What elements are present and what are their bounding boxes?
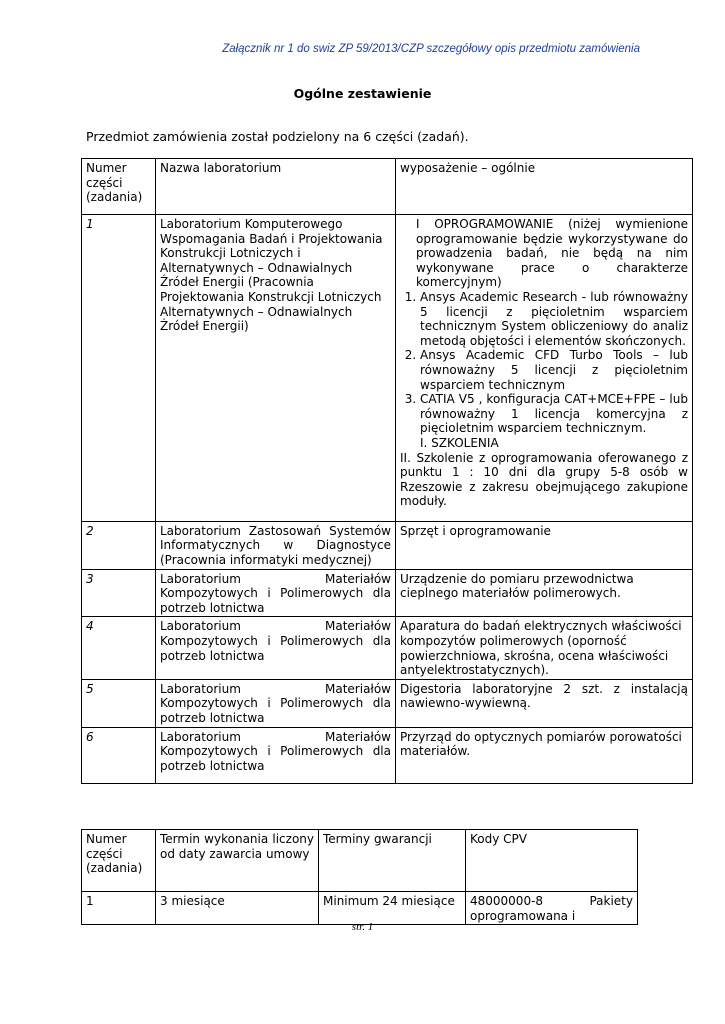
lab-name: Laboratorium Materiałów Kompozytowych i Polimerowych dla potrzeb lotnictwa	[160, 681, 391, 725]
table-row	[82, 569, 693, 617]
table-header-row	[82, 830, 638, 892]
equipment-description: Sprzęt i oprogramowanie	[400, 523, 551, 538]
overview-table	[81, 158, 693, 784]
completion-term: 3 miesiące	[160, 894, 225, 908]
header-part-number: Numer części (zadania)	[86, 161, 143, 205]
row-number: 6	[86, 729, 94, 744]
software-list	[400, 290, 688, 436]
attachment-header-note: Załącznik nr 1 do swiz ZP 59/2013/CZP szczegółowy opis przedmiotu zamówienia	[222, 43, 640, 55]
page-number: str. 1	[351, 921, 374, 933]
equipment-description: Aparatura do badań elektrycznych właściwości kompozytów polimerowych (oporność powierzchniowa, skrośna, ocena właściwości antyelektrostatycznych).	[400, 619, 682, 678]
row-number: 1	[86, 217, 94, 231]
lab-name: Laboratorium Materiałów Kompozytowych i Polimerowych dla potrzeb lotnictwa	[160, 729, 391, 773]
lab-name: Laboratorium Materiałów Kompozytowych i Polimerowych dla potrzeb lotnictwa	[160, 571, 391, 615]
schedule-table	[81, 829, 638, 925]
header-lab-name: Nazwa laboratorium	[160, 161, 282, 175]
equipment-description: Digestoria laboratoryjne 2 szt. z instalacją nawiewno-wywiewną.	[400, 681, 688, 711]
table-row	[82, 215, 693, 522]
row-number: 5	[86, 681, 94, 696]
list-item: 2. Ansys Academic CFD Turbo Tools – lub równoważny 5 licencji z pięcioletnim wsparciem technicznym	[420, 348, 688, 392]
lab-name: Laboratorium Komputerowego Wspomagania Badań i Projektowania Konstrukcji Lotniczych i Alternatywnych – Odnawialnych Źródeł Energii (Pracownia Projektowania Konstrukcji Lotniczych Alternatywnych – Odnawialnych Źródeł Energii)	[160, 217, 383, 334]
cpv-code: 48000000-8 Pakiety oprogramowana i	[470, 894, 633, 923]
equipment-description: Urządzenie do pomiaru przewodnictwa cieplnego materiałów polimerowych.	[400, 571, 634, 601]
row-number: 2	[86, 523, 94, 538]
table-row	[82, 679, 693, 727]
table-row	[82, 892, 638, 925]
table-row	[82, 727, 693, 783]
lab-name: Laboratorium Materiałów Kompozytowych i Polimerowych dla potrzeb lotnictwa	[160, 619, 391, 663]
row-number: 3	[86, 571, 94, 586]
warranty-term: Minimum 24 miesiące	[323, 894, 455, 908]
table-row	[82, 617, 693, 679]
header-cpv-codes: Kody CPV	[470, 832, 527, 846]
training-description: II. Szkolenie z oprogramowania oferowanego z punktu 1 : 10 dni dla grupy 5-8 osób w Rzeszowie z zakresu obejmującego zakupione moduły.	[400, 450, 688, 509]
lab-name: Laboratorium Zastosowań Systemów Informatycznych w Diagnostyce (Pracownia informatyki medycznej)	[160, 523, 391, 568]
row-number: 4	[86, 619, 94, 634]
header-warranty: Terminy gwarancji	[323, 832, 432, 846]
table-row	[82, 521, 693, 569]
header-part-number: Numer części (zadania)	[86, 832, 143, 876]
intro-paragraph: Przedmiot zamówienia został podzielony na 6 części (zadań).	[86, 129, 469, 144]
training-heading: I. SZKOLENIA	[420, 435, 499, 450]
header-equipment: wyposażenie – ogólnie	[400, 161, 536, 175]
list-item: 1. Ansys Academic Research - lub równoważny 5 licencji z pięcioletnim wsparciem technicznym System obliczeniowy do analiz metodą objętości i elementów skończonych.	[420, 290, 688, 348]
header-completion-term: Termin wykonania liczony od daty zawarcia umowy	[160, 832, 314, 861]
software-heading: I OPROGRAMOWANIE (niżej wymienione oprogramowanie będzie wykorzystywane do prowadzenia badań, nie będą na nim wykonywane prace o charakterze komercyjnym)	[416, 217, 688, 290]
page-title: Ogólne zestawienie	[293, 86, 432, 101]
list-item: 3. CATIA V5 , konfiguracja CAT+MCE+FPE – lub równoważny 1 licencja komercyjna z pięcioletnim wsparciem technicznym.	[420, 392, 688, 436]
row-number: 1	[86, 894, 94, 908]
table-header-row	[82, 159, 693, 215]
equipment-description: Przyrząd do optycznych pomiarów porowatości materiałów.	[400, 729, 682, 759]
